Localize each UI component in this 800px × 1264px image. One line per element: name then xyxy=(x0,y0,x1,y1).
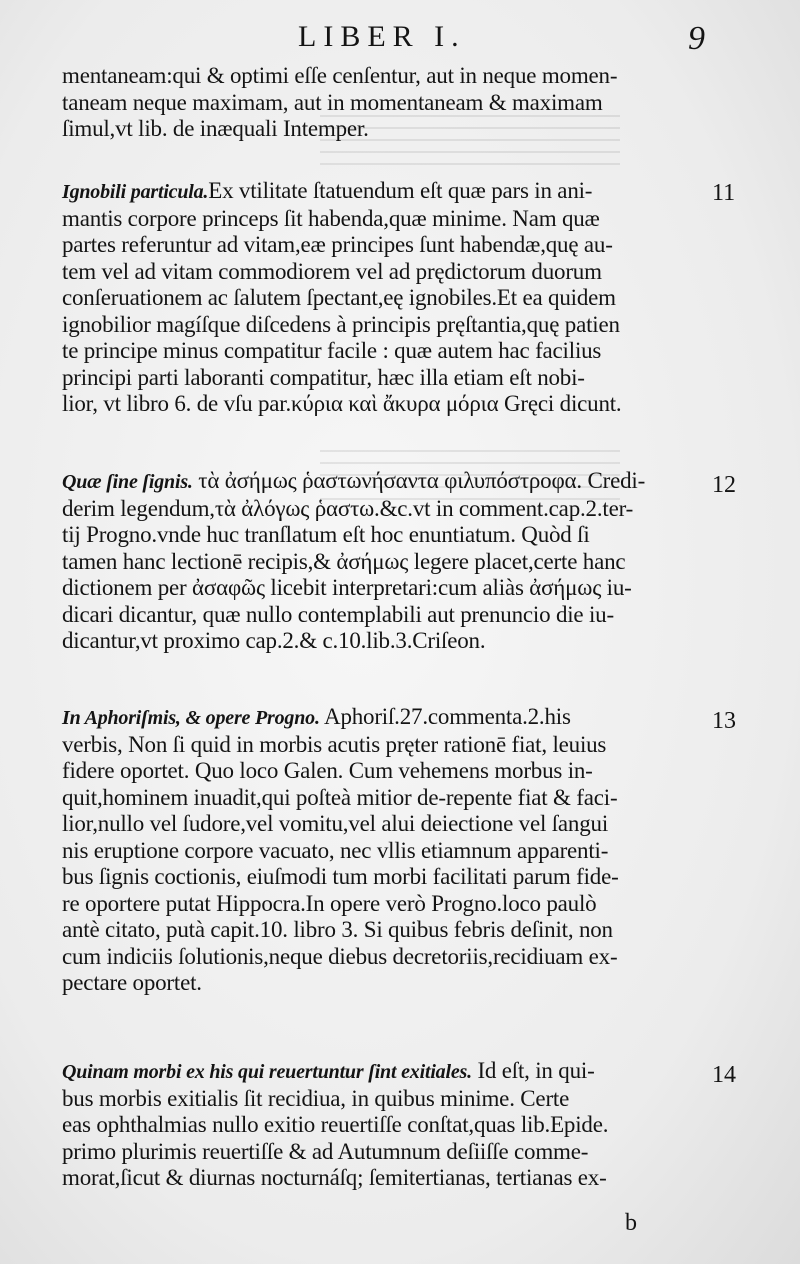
text-line: partes referuntur ad vitam,eæ principes ſunt habendæ,quę au- xyxy=(62,232,613,257)
text-line: conſeruationem ac ſalutem ſpectant,eę ignobiles.Et ea quidem xyxy=(62,285,616,310)
text-line: te principe minus compatitur facile : quæ autem hac facilius xyxy=(62,338,602,363)
text-block xyxy=(62,178,712,418)
section-number: 13 xyxy=(712,708,736,734)
text-line: principi parti laboranti compatitur, hæc illa etiam eſt nobi- xyxy=(62,364,585,390)
signature-mark: b xyxy=(625,1210,637,1236)
text-line: pectare oportet. xyxy=(62,970,202,995)
text-line: fidere oportet. Quo loco Galen. Cum vehemens morbus in- xyxy=(62,758,593,783)
text-block xyxy=(62,63,712,143)
running-head: LIBER I. xyxy=(298,20,466,53)
text-line: verbis, Non ſi quid in morbis acutis pręter rationē fiat, leuius xyxy=(62,731,607,757)
text-line: tem vel ad vitam commodiorem vel ad prędictorum duorum xyxy=(62,258,602,284)
text-line: bus ſignis coctionis, eiuſmodi tum morbi facilitati parum fide- xyxy=(62,864,619,889)
text-line: dicari dicantur, quæ nullo contemplabili aut prenuncio die iu- xyxy=(62,601,614,627)
section-number: 14 xyxy=(712,1062,736,1088)
section-number: 12 xyxy=(712,472,736,498)
text-block xyxy=(62,1058,712,1192)
text-line: nis eruptione corpore vacuato, nec vllis etiamnum apparenti- xyxy=(62,837,609,863)
text-line: ſimul,vt lib. de inæquali Intemper. xyxy=(62,116,369,141)
text-block xyxy=(62,704,712,997)
folio-number: 9 xyxy=(688,20,705,57)
lemma: Quæ ſine ſignis. xyxy=(62,471,193,493)
text-line: mantis corpore princeps ſit habenda,quæ minime. Nam quæ xyxy=(62,205,600,231)
text-line: re oportere putat Hippocra.In opere verò Progno.loco paulò xyxy=(62,890,597,916)
text-line: bus morbis exitialis ſit recidiua, in quibus minime. Certe xyxy=(62,1085,570,1111)
text-line: derim legendum,τὰ ἀλόγως ῥαστω.&c.vt in comment.cap.2.ter- xyxy=(62,495,634,521)
text-line: taneam neque maximam, aut in momentaneam & maximam xyxy=(62,89,603,115)
text-line: lior, vt libro 6. de vſu par.κύρια καὶ ἄκυρα μόρια Gręci dicunt. xyxy=(62,391,622,416)
text-line: lior,nullo vel ſudore,vel vomitu,vel alui deiectione vel ſangui xyxy=(62,811,609,836)
lemma: In Aphoriſmis, & opere Progno. xyxy=(62,707,320,729)
lemma: Ignobili particula. xyxy=(62,181,209,203)
text-line: antè citato, putà capit.10. libro 3. Si quibus febris deſinit, non xyxy=(62,917,613,942)
text-line: Quæ ſine ſignis. τὰ ἀσήμως ῥαστωνήσαντα φιλυπόστροφα. Credi- xyxy=(62,468,646,493)
text-line: tij Progno.vnde huc tranſlatum eſt hoc enuntiatum. Quòd ſi xyxy=(62,522,590,547)
text-line: morat,ſicut & diurnas nocturnáſq; ſemitertianas, tertianas ex- xyxy=(62,1165,607,1190)
text-line: Quinam morbi ex his qui reuertuntur ſint exitiales. Id eſt, in qui- xyxy=(62,1058,595,1083)
page-header xyxy=(0,18,800,58)
text-line: mentaneam:qui & optimi eſſe cenſentur, aut in neque momen- xyxy=(62,63,618,88)
text-line: primo plurimis reuertiſſe & ad Autumnum deſiiſſe comme- xyxy=(62,1138,589,1164)
text-line: dictionem per ἀσαφῶς licebit interpretari:cum aliàs ἀσήμως iu- xyxy=(62,575,632,600)
section-number: 11 xyxy=(712,180,736,206)
text-line: In Aphoriſmis, & opere Progno. Aphoriſ.27.commenta.2.his xyxy=(62,704,571,729)
text-line: cum indiciis ſolutionis,neque diebus decretoriis,recidiuam ex- xyxy=(62,943,618,969)
text-line: eas ophthalmias nullo exitio reuertiſſe conſtat,quas lib.Epide. xyxy=(62,1112,609,1137)
text-line: quit,hominem inuadit,qui poſteà mitior de-repente fiat & faci- xyxy=(62,784,618,810)
lemma: Quinam morbi ex his qui reuertuntur ſint exitiales. xyxy=(62,1061,472,1083)
text-line: Ignobili particula.Ex vtilitate ſtatuendum eſt quæ pars in ani- xyxy=(62,178,593,203)
text-block xyxy=(62,468,712,655)
text-line: tamen hanc lectionē recipis,& ἀσήμως legere placet,certe hanc xyxy=(62,548,626,574)
text-line: ignobilior magíſque diſcedens à principis pręſtantia,quę patien xyxy=(62,311,620,337)
text-line: dicantur,vt proximo cap.2.& c.10.lib.3.Criſeon. xyxy=(62,628,486,653)
